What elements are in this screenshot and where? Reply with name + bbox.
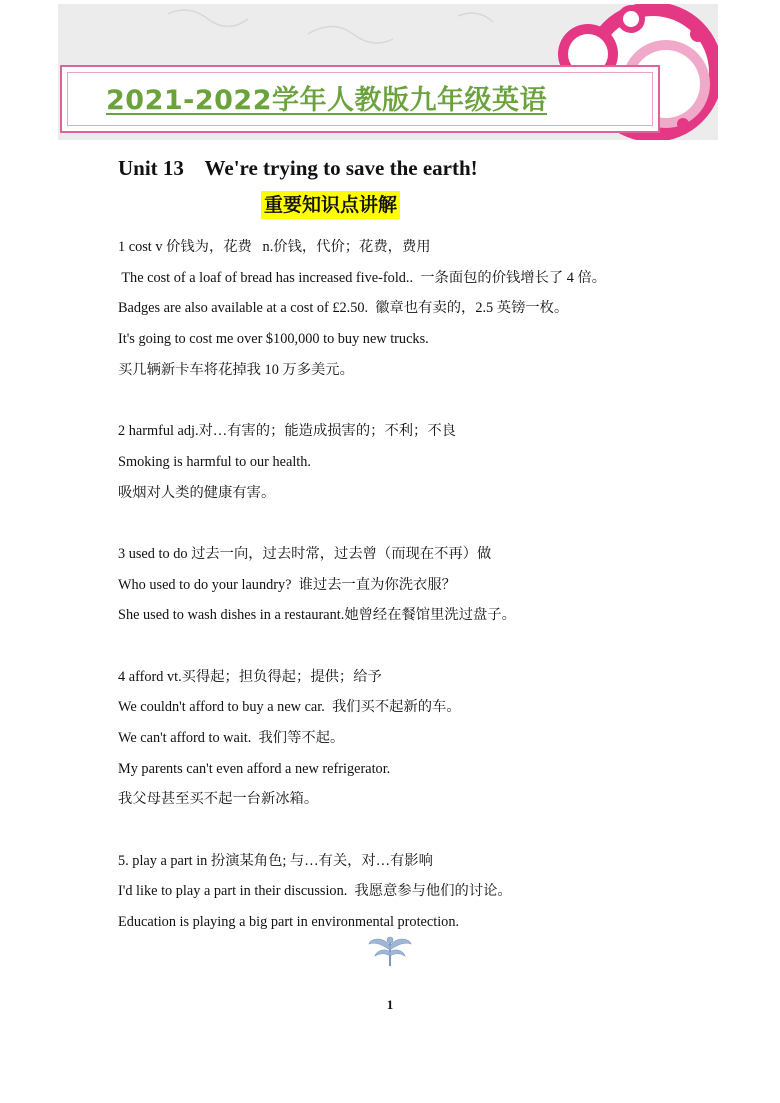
text-line: Education is playing a big part in environmental protection. — [118, 914, 460, 931]
text-line: The cost of a loaf of bread has increased five-fold.. 一条面包的价钱增长了 4 倍。 — [118, 269, 607, 286]
document-title: 2021-2022学年人教版九年级英语 — [106, 85, 547, 116]
text-line: I'd like to play a part in their discussion. 我愿意参与他们的讨论。 — [118, 883, 512, 900]
blank-line — [118, 511, 678, 542]
text-line: 5. play a part in 扮演某角色; 与…有关，对…有影响 — [118, 852, 433, 869]
blank-line — [118, 634, 678, 665]
text-line: Smoking is harmful to our health. — [118, 453, 311, 470]
text-line: We can't afford to wait. 我们等不起。 — [118, 730, 345, 746]
unit-title: Unit 13 We're trying to save the earth! — [118, 156, 478, 180]
blank-line — [118, 818, 678, 849]
text-line: Who used to do your laundry? 谁过去一直为你洗衣服？ — [118, 576, 456, 593]
floral-ornament-icon — [365, 932, 415, 968]
text-line: Badges are also available at a cost of £2.50. 徽章也有卖的，2.5 英镑一枚。 — [118, 300, 569, 317]
text-line: It's going to cost me over $100,000 to buy new trucks. — [118, 331, 429, 348]
section-title: 重要知识点讲解 — [261, 191, 400, 219]
text-line: My parents can't even afford a new refrigerator. — [118, 760, 391, 777]
text-line: 买几辆新卡车将花掉我 10 万多美元。 — [118, 361, 354, 378]
page-number: 1 — [386, 997, 394, 1012]
text-line: 吸烟对人类的健康有害。 — [118, 484, 276, 501]
title-box — [60, 65, 660, 133]
header-banner — [58, 4, 718, 140]
blank-line — [118, 388, 678, 419]
text-line: 1 cost v 价钱为，花费 n.价钱，代价；花费，费用 — [118, 239, 431, 255]
text-line: 我父母甚至买不起一台新冰箱。 — [118, 791, 319, 808]
text-line: She used to wash dishes in a restaurant.她曾经在餐馆里洗过盘子。 — [118, 607, 516, 624]
text-line: We couldn't afford to buy a new car. 我们买不起新的车。 — [118, 699, 461, 716]
text-line: 2 harmful adj.对…有害的；能造成损害的；不利；不良 — [118, 423, 456, 440]
text-line: 3 used to do 过去一向，过去时常，过去曾（而现在不再）做 — [118, 545, 492, 562]
content-body — [118, 235, 678, 941]
text-line: 4 afford vt.买得起；担负得起；提供；给予 — [118, 668, 382, 685]
